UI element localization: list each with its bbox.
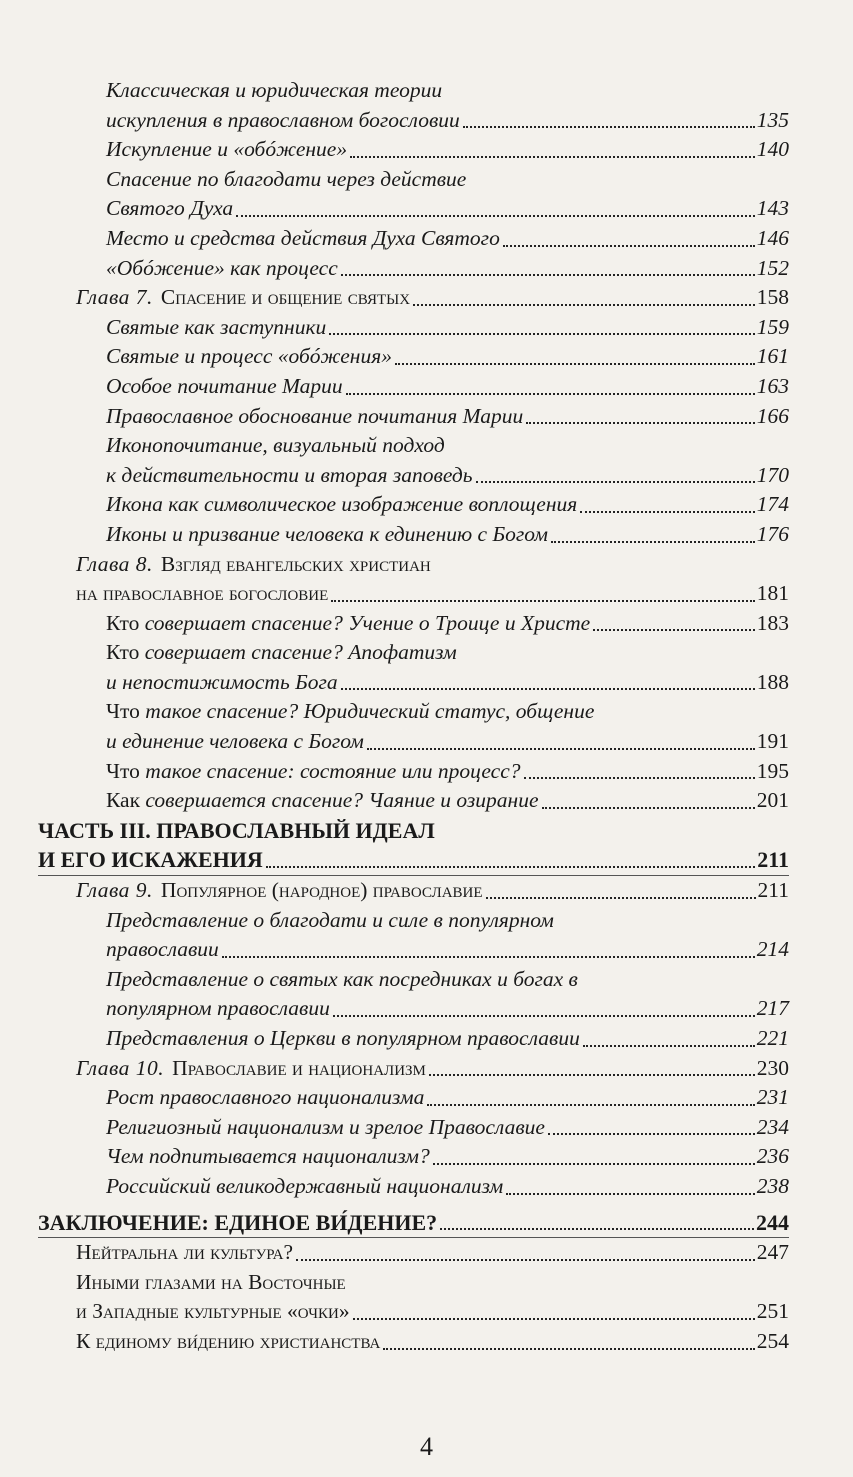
toc-entry-page: 234 bbox=[756, 1114, 789, 1139]
leader-dots bbox=[383, 1336, 754, 1350]
toc-entry-page: 230 bbox=[756, 1055, 789, 1080]
toc-entry bbox=[0, 224, 853, 254]
leader-dots bbox=[583, 1033, 755, 1047]
toc-entry bbox=[0, 490, 853, 520]
toc-entry bbox=[0, 76, 853, 106]
toc-entry-title: Что такое спасение: состояние или процесс? bbox=[106, 758, 521, 783]
toc-entry bbox=[0, 1208, 853, 1238]
toc-entry-title: ЗАКЛЮЧЕНИЕ: ЕДИНОЕ ВИ́ДЕНИЕ? bbox=[38, 1209, 438, 1235]
toc-entry bbox=[0, 816, 853, 846]
leader-dots bbox=[236, 203, 755, 217]
toc-entry bbox=[0, 550, 853, 580]
toc-entry-title: Икона как символическое изображение воплощения bbox=[106, 492, 578, 517]
toc-entry-title: Спасение по благодати через действие bbox=[106, 166, 467, 191]
toc-entry-title: Иконы и призвание человека к единению с Богом bbox=[106, 521, 548, 546]
chapter-label: Глава 9. bbox=[76, 878, 153, 903]
toc-entry bbox=[0, 579, 853, 609]
toc-entry-title: популярном православии bbox=[106, 996, 330, 1021]
toc-entry bbox=[0, 372, 853, 402]
leader-dots bbox=[524, 765, 755, 779]
toc-entry-page: 135 bbox=[756, 107, 789, 132]
toc-entry-title: Чем подпитывается национализм? bbox=[106, 1144, 430, 1169]
leader-dots bbox=[331, 588, 754, 602]
toc-entry-page: 201 bbox=[756, 788, 789, 813]
toc-entry-page: 158 bbox=[756, 285, 789, 310]
toc-entry bbox=[0, 1142, 853, 1172]
toc-entry-title: и единение человека с Богом bbox=[106, 729, 364, 754]
toc-entry-page: 217 bbox=[756, 996, 789, 1021]
leader-dots bbox=[341, 262, 755, 276]
toc-entry bbox=[0, 935, 853, 965]
toc-entry-page: 181 bbox=[756, 581, 789, 606]
leader-dots bbox=[580, 499, 754, 513]
toc-entry-page: 188 bbox=[756, 669, 789, 694]
leader-dots bbox=[222, 944, 755, 958]
toc-entry bbox=[0, 697, 853, 727]
toc-entry-page: 176 bbox=[756, 521, 789, 546]
toc-entry bbox=[0, 757, 853, 787]
toc-entry bbox=[0, 668, 853, 698]
toc-entry-title: ЧАСТЬ III. ПРАВОСЛАВНЫЙ ИДЕАЛ bbox=[38, 817, 435, 843]
toc-entry-title: Иными глазами на Восточные bbox=[76, 1269, 346, 1294]
toc-entry-title: Взгляд евангельских христиан bbox=[160, 551, 431, 576]
toc-entry-title: Российский великодержавный национализм bbox=[106, 1173, 504, 1198]
toc-entry bbox=[0, 609, 853, 639]
toc-entry-page: 191 bbox=[756, 729, 789, 754]
leader-dots bbox=[440, 1216, 754, 1230]
toc-entry-title: Кто совершает спасение? Учение о Троице и Христе bbox=[106, 610, 591, 635]
leader-dots bbox=[503, 233, 755, 247]
leader-dots bbox=[433, 1151, 755, 1165]
toc-entry-page: 159 bbox=[756, 314, 789, 339]
toc-entry bbox=[0, 906, 853, 936]
toc-entry bbox=[0, 520, 853, 550]
leader-dots bbox=[333, 1003, 755, 1017]
toc-entry bbox=[0, 1327, 853, 1357]
leader-dots bbox=[542, 795, 755, 809]
toc-entry-page: 251 bbox=[756, 1299, 789, 1324]
toc-entry bbox=[0, 283, 853, 313]
toc-entry-title: Кто совершает спасение? Апофатизм bbox=[106, 640, 457, 665]
toc-entry bbox=[0, 786, 853, 816]
leader-dots bbox=[350, 144, 755, 158]
leader-dots bbox=[413, 292, 755, 306]
toc-entry bbox=[0, 194, 853, 224]
toc-entry-title: Место и средства действия Духа Святого bbox=[106, 225, 500, 250]
page-number: 4 bbox=[420, 1432, 433, 1461]
leader-dots bbox=[341, 676, 755, 690]
toc-entry bbox=[0, 431, 853, 461]
leader-dots bbox=[353, 1306, 755, 1320]
toc-entry bbox=[0, 342, 853, 372]
toc-entry-page: 161 bbox=[756, 344, 789, 369]
toc-entry-page: 170 bbox=[756, 462, 789, 487]
toc-entry-title: Что такое спасение? Юридический статус, общение bbox=[106, 699, 595, 724]
toc-entry-title: Представления о Церкви в популярном православии bbox=[106, 1026, 580, 1050]
toc-entry bbox=[0, 1113, 853, 1143]
toc-entry-page: 174 bbox=[756, 492, 789, 517]
toc-entry-title: Классическая и юридическая теории bbox=[106, 78, 443, 102]
toc-entry bbox=[0, 994, 853, 1024]
toc-entry-page: 163 bbox=[756, 373, 789, 398]
toc-entry-title: Как совершается спасение? Чаяние и озирание bbox=[106, 788, 539, 813]
toc-entry-title: Особое почитание Марии bbox=[106, 373, 343, 398]
toc-entry-title: Религиозный национализм и зрелое Православие bbox=[106, 1114, 545, 1139]
leader-dots bbox=[476, 469, 755, 483]
toc-entry-title: Искупление и «обóжение» bbox=[106, 137, 348, 162]
leader-dots bbox=[329, 321, 754, 335]
toc-entry bbox=[0, 1054, 853, 1084]
toc-entry-page: 183 bbox=[756, 610, 789, 635]
toc-entry-title: Нейтральна ли культура? bbox=[76, 1240, 294, 1265]
toc-entry bbox=[0, 1024, 853, 1054]
toc-entry bbox=[0, 313, 853, 343]
toc-entry-page: 195 bbox=[756, 758, 789, 783]
toc-entry-page: 140 bbox=[756, 137, 789, 162]
leader-dots bbox=[506, 1181, 755, 1195]
toc-entry-title: Рост православного национализма bbox=[106, 1085, 425, 1110]
toc-entry bbox=[0, 845, 853, 875]
toc-entry bbox=[0, 638, 853, 668]
toc-entry-title: Православие и национализм bbox=[172, 1055, 426, 1080]
toc-entry-page: 166 bbox=[756, 403, 789, 428]
toc-entry-page: 238 bbox=[756, 1173, 789, 1198]
toc-entry-title: Представление о святых как посредниках и богах в bbox=[106, 966, 578, 991]
toc-entry-title: Популярное (народное) православие bbox=[160, 878, 483, 903]
toc-entry bbox=[0, 1268, 853, 1298]
toc-entry-page: 236 bbox=[756, 1144, 789, 1169]
toc-entry-title: К единому ви́дению христианства bbox=[76, 1328, 381, 1353]
toc-entry-title: искупления в православном богословии bbox=[106, 107, 460, 132]
table-of-contents bbox=[0, 76, 853, 1357]
toc-entry bbox=[0, 254, 853, 284]
toc-entry bbox=[0, 876, 853, 906]
leader-dots bbox=[395, 351, 755, 365]
leader-dots bbox=[296, 1247, 755, 1261]
toc-entry-page: 244 bbox=[756, 1209, 789, 1235]
toc-entry-page: 231 bbox=[756, 1085, 789, 1110]
toc-entry-title: И ЕГО ИСКАЖЕНИЯ bbox=[38, 847, 263, 873]
leader-dots bbox=[486, 885, 756, 899]
toc-entry bbox=[0, 461, 853, 491]
toc-entry-title: Иконопочитание, визуальный подход bbox=[106, 433, 445, 458]
toc-entry bbox=[0, 165, 853, 195]
toc-entry-title: православии bbox=[106, 937, 219, 962]
leader-dots bbox=[367, 736, 755, 750]
chapter-label: Глава 10. bbox=[76, 1055, 165, 1080]
chapter-label: Глава 8. bbox=[76, 551, 153, 576]
toc-entry bbox=[0, 727, 853, 757]
toc-entry-title: Спасение и общение святых bbox=[160, 285, 411, 310]
toc-entry bbox=[0, 1297, 853, 1327]
toc-entry bbox=[0, 1238, 853, 1268]
toc-entry-title: Святые и процесс «обóжения» bbox=[106, 344, 392, 369]
toc-entry-page: 211 bbox=[757, 878, 789, 903]
leader-dots bbox=[526, 410, 754, 424]
leader-dots bbox=[551, 529, 755, 543]
toc-entry-title: к действительности и вторая заповедь bbox=[106, 462, 473, 487]
leader-dots bbox=[429, 1062, 755, 1076]
toc-entry bbox=[0, 106, 853, 136]
toc-entry bbox=[0, 965, 853, 995]
leader-dots bbox=[548, 1121, 755, 1135]
toc-entry-title: и Западные культурные «очки» bbox=[76, 1299, 350, 1324]
leader-dots bbox=[266, 854, 755, 868]
toc-entry-page: 146 bbox=[756, 225, 789, 250]
chapter-label: Глава 7. bbox=[76, 285, 153, 310]
toc-entry-page: 254 bbox=[756, 1328, 789, 1353]
toc-entry bbox=[0, 1172, 853, 1202]
toc-entry-page: 247 bbox=[756, 1240, 789, 1265]
toc-entry-page: 152 bbox=[756, 255, 789, 280]
leader-dots bbox=[463, 114, 755, 128]
toc-entry-page: 143 bbox=[756, 196, 789, 221]
leader-dots bbox=[427, 1092, 754, 1106]
toc-entry bbox=[0, 1083, 853, 1113]
toc-entry-page: 221 bbox=[756, 1026, 789, 1050]
toc-entry-title: «Обóжение» как процесс bbox=[106, 255, 338, 280]
toc-entry bbox=[0, 135, 853, 165]
toc-entry-page: 211 bbox=[757, 847, 789, 873]
toc-entry-page: 214 bbox=[756, 937, 789, 962]
toc-entry bbox=[0, 402, 853, 432]
toc-entry-title: Святые как заступники bbox=[106, 314, 327, 339]
toc-entry-title: Православное обоснование почитания Марии bbox=[106, 403, 524, 428]
leader-dots bbox=[593, 617, 755, 631]
toc-entry-title: и непостижимость Бога bbox=[106, 669, 338, 694]
toc-entry-title: на православное богословие bbox=[76, 581, 329, 606]
toc-entry-title: Представление о благодати и силе в популярном bbox=[106, 907, 554, 932]
toc-entry-title: Святого Духа bbox=[106, 196, 234, 221]
leader-dots bbox=[346, 381, 755, 395]
